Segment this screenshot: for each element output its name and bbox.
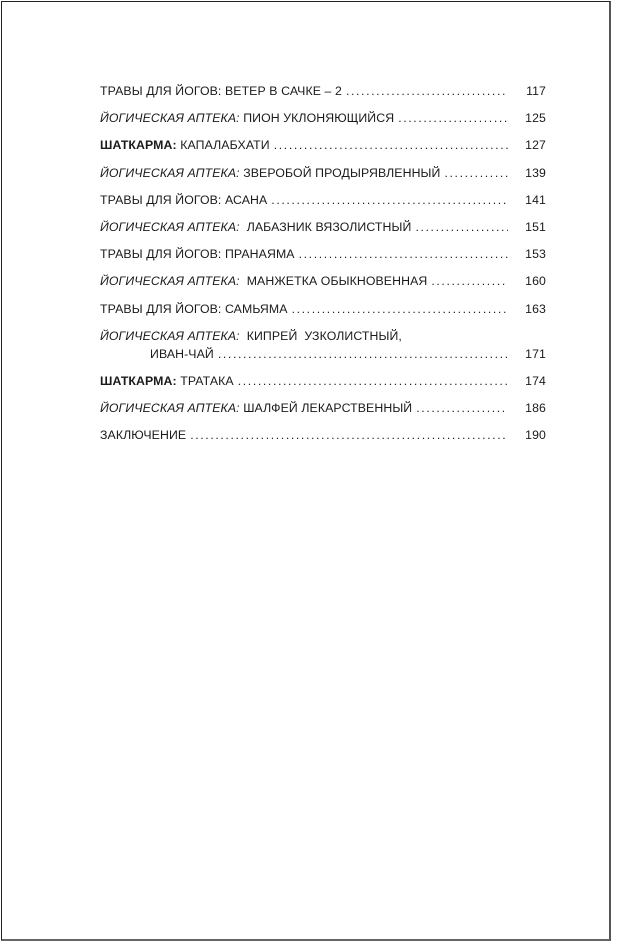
toc-entry-page: 139 [525, 165, 546, 180]
toc-entry [100, 166, 546, 193]
dot-leader [190, 428, 508, 443]
toc-entry-page: 117 [526, 84, 546, 98]
toc-entry-prefix: ЙОГИЧЕСКАЯ АПТЕКА: [100, 111, 240, 126]
toc-entry [100, 84, 546, 111]
toc-entry [100, 247, 546, 274]
dot-leader [416, 401, 508, 416]
toc-entry [100, 193, 546, 220]
toc-entry-title: КИПРЕЙ УЗКОЛИСТНЫЙ, [239, 328, 402, 343]
dot-leader [299, 247, 508, 262]
dot-leader [292, 302, 508, 317]
toc-entry-prefix: ЙОГИЧЕСКАЯ АПТЕКА: [100, 219, 240, 234]
toc-entry-title-continued: ИВАН-ЧАЙ [150, 346, 214, 361]
dot-leader [415, 220, 508, 235]
table-of-contents [100, 84, 546, 455]
toc-entry-line1 [100, 329, 546, 347]
toc-entry-title: ЗВЕРОБОЙ ПРОДЫРЯВЛЕННЫЙ [239, 165, 441, 180]
toc-entry-page: 163 [525, 301, 546, 316]
toc-entry-title: ТРАВЫ ДЛЯ ЙОГОВ: ПРАНАЯМА [100, 247, 295, 262]
toc-entry-prefix: ЙОГИЧЕСКАЯ АПТЕКА: [100, 328, 240, 343]
toc-entry-line2 [100, 347, 546, 362]
toc-entry [100, 428, 546, 455]
toc-entry-page: 151 [525, 219, 546, 234]
toc-entry-title: ПИОН УКЛОНЯЮЩИЙСЯ [239, 111, 395, 126]
toc-entry-page: 141 [525, 192, 546, 207]
toc-entry-page: 186 [525, 400, 546, 415]
toc-entry-prefix: ЙОГИЧЕСКАЯ АПТЕКА: [100, 165, 240, 180]
toc-entry [100, 111, 546, 138]
toc-entry-title: ЛАБАЗНИК ВЯЗОЛИСТНЫЙ [239, 219, 412, 234]
toc-entry-title: ШАЛФЕЙ ЛЕКАРСТВЕННЫЙ [239, 400, 413, 415]
toc-entry-page: 153 [525, 247, 546, 262]
toc-entry-title: ТРАВЫ ДЛЯ ЙОГОВ: ВЕТЕР В САЧКЕ – 2 [100, 84, 342, 98]
dot-leader [431, 274, 508, 289]
toc-entry [100, 401, 546, 428]
toc-entry-prefix: ЙОГИЧЕСКАЯ АПТЕКА: [100, 274, 240, 289]
dot-leader [346, 84, 508, 99]
dot-leader [444, 166, 508, 181]
toc-entry-page: 127 [525, 138, 546, 153]
toc-entry-prefix: ШАТКАРМА: [100, 138, 177, 153]
dot-leader [218, 347, 508, 362]
toc-entry-title: ЗАКЛЮЧЕНИЕ [100, 428, 187, 443]
dot-leader [398, 111, 508, 126]
toc-entry-page: 174 [525, 373, 546, 388]
toc-entry [100, 302, 546, 329]
dot-leader [271, 193, 508, 208]
toc-entry [100, 374, 546, 401]
toc-entry-page: 125 [525, 111, 546, 126]
dot-leader [274, 138, 508, 153]
toc-entry-title: ТРАВЫ ДЛЯ ЙОГОВ: САМЬЯМА [100, 301, 288, 316]
toc-entry-prefix: ЙОГИЧЕСКАЯ АПТЕКА: [100, 400, 240, 415]
toc-entry-title: ТРАВЫ ДЛЯ ЙОГОВ: АСАНА [100, 192, 268, 207]
toc-entry [100, 138, 546, 165]
toc-entry-title: МАНЖЕТКА ОБЫКНОВЕННАЯ [239, 274, 428, 289]
toc-entry [100, 220, 546, 247]
toc-entry-title: КАПАЛАБХАТИ [176, 138, 270, 153]
toc-entry [100, 274, 546, 301]
toc-entry-title: ТРАТАКА [176, 373, 234, 388]
toc-entry-multiline [100, 329, 546, 362]
toc-entry-page: 171 [525, 346, 546, 361]
toc-entry-page: 160 [525, 274, 546, 289]
toc-entry-prefix: ШАТКАРМА: [100, 373, 177, 388]
toc-entry-page: 190 [525, 428, 546, 443]
dot-leader [238, 374, 508, 389]
book-page [1, 1, 611, 941]
